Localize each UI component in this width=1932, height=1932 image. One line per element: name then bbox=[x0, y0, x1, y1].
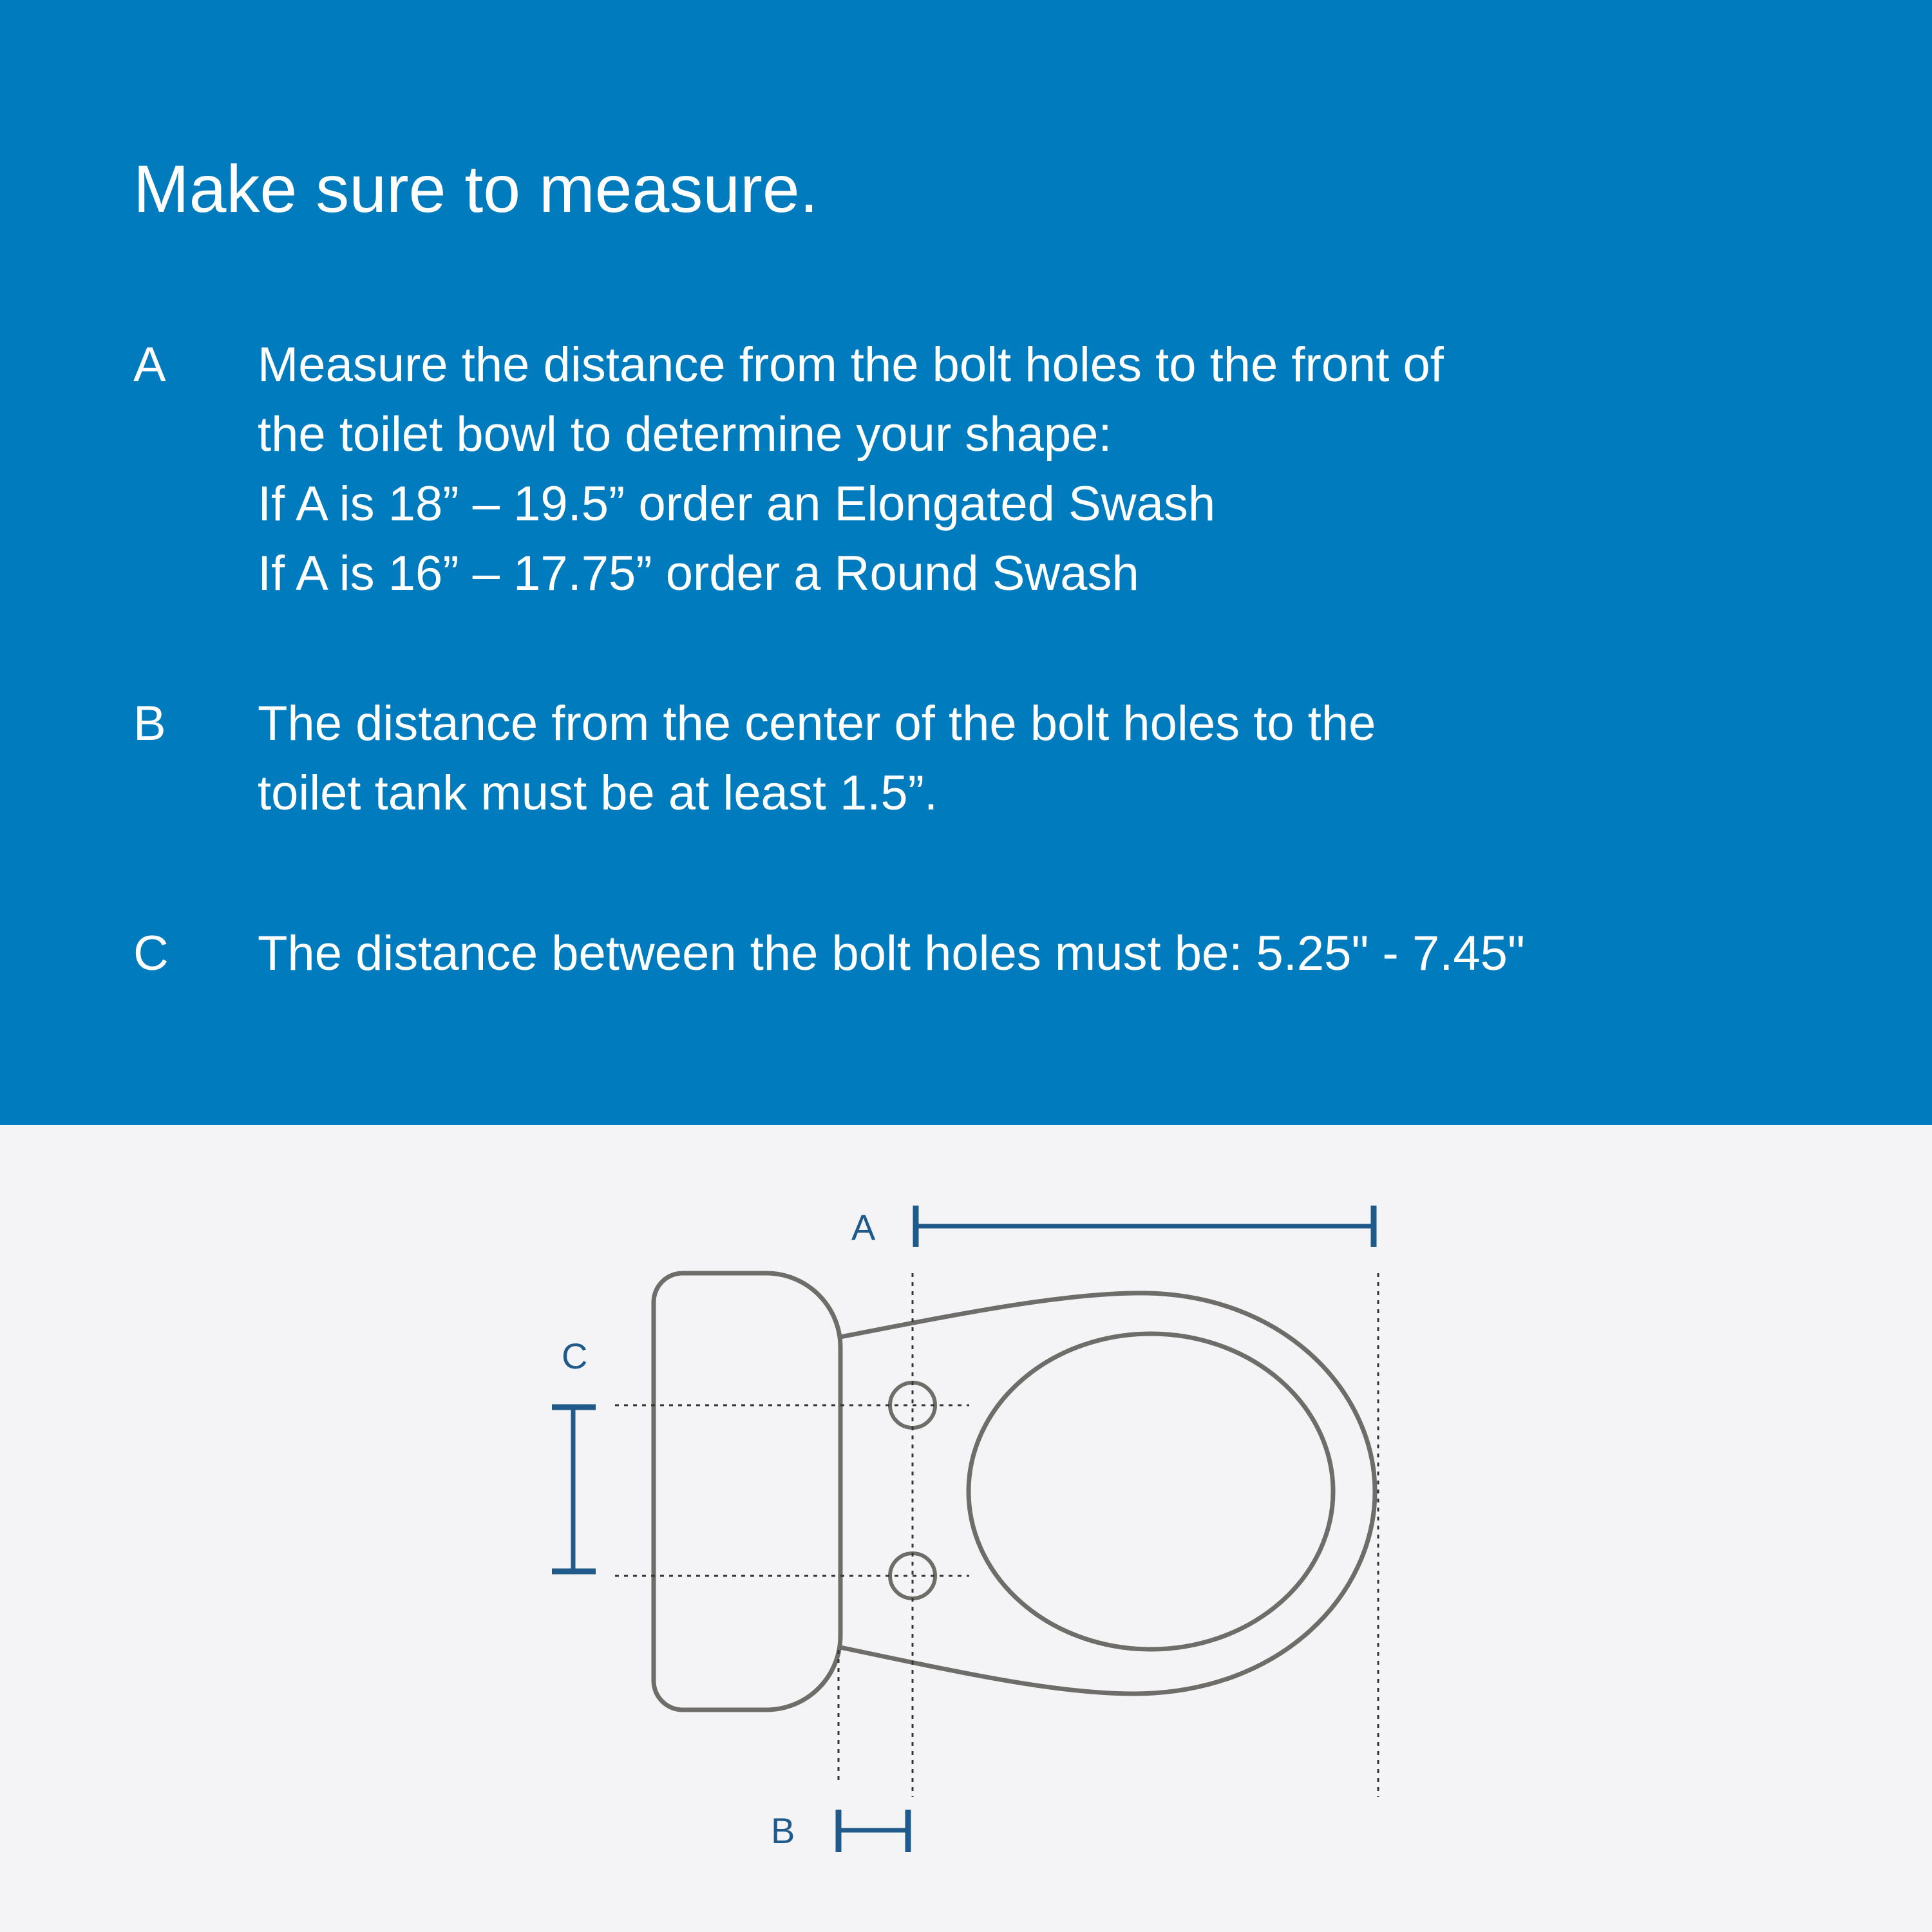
step-b-line-2: toilet tank must be at least 1.5”. bbox=[258, 766, 938, 820]
step-a-text bbox=[258, 330, 1868, 609]
dimension-b bbox=[838, 1810, 908, 1852]
toilet-tank bbox=[654, 1273, 840, 1710]
toilet-bowl-opening bbox=[969, 1334, 1333, 1649]
step-a-line-3: If A is 18” – 19.5” order an Elongated Swash bbox=[258, 477, 1216, 531]
dimension-a bbox=[914, 1206, 1375, 1247]
dimension-c bbox=[552, 1407, 596, 1571]
dimension-a-label: A bbox=[851, 1207, 876, 1247]
step-a-line-4: If A is 16” – 17.75” order a Round Swash bbox=[258, 546, 1139, 601]
step-c-line-1: The distance between the bolt holes must be: 5.25" - 7.45" bbox=[258, 926, 1525, 981]
step-a-line-2: the toilet bowl to determine your shape: bbox=[258, 407, 1112, 462]
step-b-line-1: The distance from the center of the bolt holes to the bbox=[258, 696, 1376, 751]
dimension-b-label: B bbox=[771, 1810, 795, 1851]
toilet-measurement-diagram bbox=[0, 1125, 1932, 1932]
step-a-line-1: Measure the distance from the bolt holes to the front of bbox=[258, 337, 1444, 392]
step-c-text bbox=[258, 919, 1868, 989]
page-title: Make sure to measure. bbox=[133, 152, 819, 227]
toilet-bowl-outer bbox=[840, 1293, 1375, 1694]
step-b-letter: B bbox=[133, 696, 166, 751]
step-b-text bbox=[258, 689, 1868, 828]
step-a-letter: A bbox=[133, 337, 166, 392]
step-c-letter: C bbox=[133, 926, 169, 981]
dimension-c-label: C bbox=[562, 1336, 588, 1376]
